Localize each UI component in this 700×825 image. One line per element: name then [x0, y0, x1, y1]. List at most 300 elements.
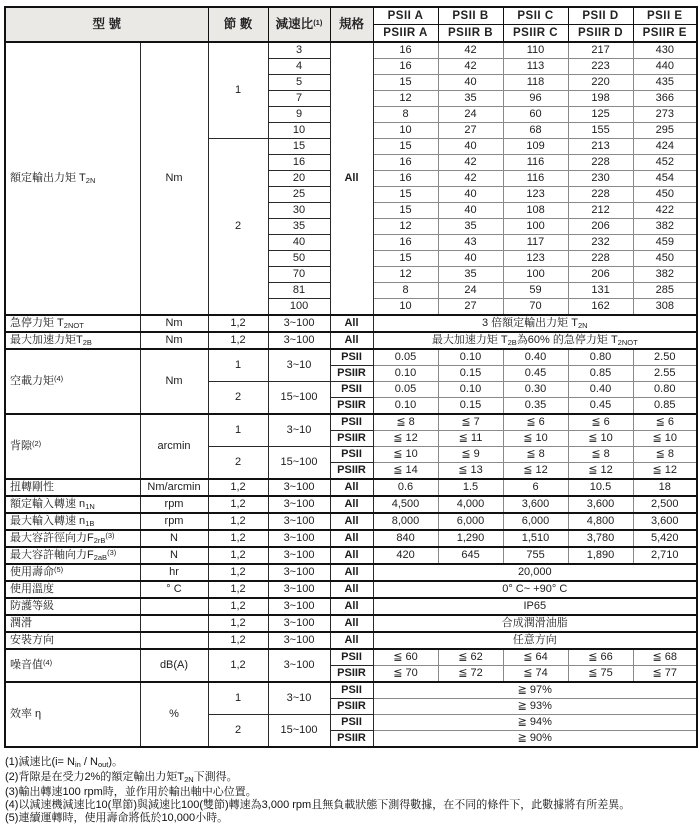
spec-table	[4, 6, 698, 748]
cell: 3~10	[268, 349, 330, 382]
cell: 3~100	[268, 496, 330, 513]
header-model: 型 號	[5, 7, 208, 42]
cell: 40	[438, 203, 503, 219]
cell: 2.50	[633, 349, 697, 366]
cell: PSIIR	[330, 666, 373, 683]
cell: 0.35	[503, 398, 568, 415]
cell: 459	[633, 235, 697, 251]
cell: 1,2	[208, 564, 268, 581]
cell: ≦ 10	[373, 447, 438, 463]
cell: ≦ 8	[373, 414, 438, 431]
table-row	[5, 315, 697, 332]
cell: 0.15	[438, 366, 503, 382]
cell: All	[330, 615, 373, 632]
table-row	[5, 564, 697, 581]
cell: 12	[373, 219, 438, 235]
cell: 840	[373, 530, 438, 547]
cell: ≦ 8	[633, 447, 697, 463]
cell: 59	[503, 283, 568, 299]
cell: 3~100	[268, 649, 330, 682]
cell: 68	[503, 123, 568, 139]
cell: 0.85	[633, 398, 697, 415]
cell: ≦ 8	[568, 447, 633, 463]
footnote-2: (2)背隙是在受力2%的額定輸出力矩$T_{2N}$下測得。	[5, 771, 238, 784]
label-backlash: 背隙$^{(2)}$	[5, 414, 140, 479]
cell: 30	[268, 203, 330, 219]
cell: 最大加速力矩 $T_{2B}$為60% 的急停力矩 $T_{2NOT}$	[373, 332, 697, 349]
cell: 422	[633, 203, 697, 219]
cell: 15	[373, 203, 438, 219]
cell: 220	[568, 75, 633, 91]
cell: ≦ 70	[373, 666, 438, 683]
cell: 3,600	[633, 513, 697, 530]
cell: 1,2	[208, 649, 268, 682]
cell: 16	[373, 235, 438, 251]
cell: 3~100	[268, 632, 330, 649]
label-noise-level: 噪音值$^{(4)}$	[5, 649, 140, 682]
cell: 42	[438, 171, 503, 187]
header-psiir-c: PSIIR C	[503, 25, 568, 43]
cell: 308	[633, 299, 697, 316]
cell: 382	[633, 219, 697, 235]
cell: ≧ 90%	[373, 731, 697, 748]
cell: 3~100	[268, 479, 330, 496]
cell: 0.6	[373, 479, 438, 496]
cell: ≦ 13	[438, 463, 503, 480]
cell: ≦ 74	[503, 666, 568, 683]
cell: ≦ 75	[568, 666, 633, 683]
cell: 450	[633, 251, 697, 267]
cell: 285	[633, 283, 697, 299]
label-lubrication: 潤滑	[5, 615, 140, 632]
cell: 40	[438, 187, 503, 203]
label-max-input-speed: 最大輸入轉速 $n_{1B}$	[5, 513, 140, 530]
table-row	[5, 349, 697, 366]
cell: Nm/arcmin	[140, 479, 208, 496]
cell: 10	[268, 123, 330, 139]
cell: 3,600	[503, 496, 568, 513]
cell: 113	[503, 59, 568, 75]
table-row	[5, 332, 697, 349]
cell: 70	[268, 267, 330, 283]
cell: 1	[208, 682, 268, 715]
cell: ≦ 62	[438, 649, 503, 666]
header-psiir-b: PSIIR B	[438, 25, 503, 43]
cell	[140, 615, 208, 632]
cell: 27	[438, 299, 503, 316]
cell: 15~100	[268, 447, 330, 480]
label-rated-output-torque: 額定輸出力矩 $T_{2N}$	[5, 42, 140, 315]
cell: 212	[568, 203, 633, 219]
cell: All	[330, 564, 373, 581]
cell: ≦ 8	[503, 447, 568, 463]
table-row	[5, 547, 697, 564]
cell: 228	[568, 251, 633, 267]
cell: 440	[633, 59, 697, 75]
cell: 1,510	[503, 530, 568, 547]
cell: 100	[503, 219, 568, 235]
cell: 16	[373, 171, 438, 187]
cell: 131	[568, 283, 633, 299]
cell: 35	[438, 219, 503, 235]
cell	[140, 632, 208, 649]
label-protection-class: 防護等級	[5, 598, 140, 615]
footnote-5: (5)連續運轉時，使用壽命將低於10,000小時。	[5, 812, 229, 824]
label-rated-input-speed: 額定輸入轉速 $n_{1N}$	[5, 496, 140, 513]
cell: 任意方向	[373, 632, 697, 649]
cell: 1,2	[208, 332, 268, 349]
cell: ≦ 6	[503, 414, 568, 431]
cell: hr	[140, 564, 208, 581]
cell: 4,500	[373, 496, 438, 513]
table-row	[5, 479, 697, 496]
cell: %	[140, 682, 208, 747]
cell: 454	[633, 171, 697, 187]
cell: 7	[268, 91, 330, 107]
cell: 435	[633, 75, 697, 91]
cell: PSII	[330, 649, 373, 666]
cell: N	[140, 530, 208, 547]
cell: ≦ 10	[503, 431, 568, 447]
table-row	[5, 513, 697, 530]
cell: 430	[633, 42, 697, 59]
cell: PSIIR	[330, 398, 373, 415]
cell: 合成潤滑油脂	[373, 615, 697, 632]
cell: 232	[568, 235, 633, 251]
cell: 108	[503, 203, 568, 219]
cell: 3~100	[268, 547, 330, 564]
cell: 0.05	[373, 349, 438, 366]
cell: 3~100	[268, 581, 330, 598]
cell: 27	[438, 123, 503, 139]
cell: All	[330, 332, 373, 349]
cell	[140, 598, 208, 615]
cell: 40	[438, 139, 503, 155]
cell: 3,600	[568, 496, 633, 513]
cell: 273	[633, 107, 697, 123]
cell: 60	[503, 107, 568, 123]
cell: 16	[373, 42, 438, 59]
label-torsional-rigidity: 扭轉剛性	[5, 479, 140, 496]
cell: 12	[373, 267, 438, 283]
cell: 70	[503, 299, 568, 316]
cell: 1	[208, 42, 268, 139]
cell: PSII	[330, 715, 373, 731]
table-row	[5, 682, 697, 699]
cell: ≦ 77	[633, 666, 697, 683]
cell: 0.85	[568, 366, 633, 382]
cell: 35	[438, 267, 503, 283]
cell: All	[330, 315, 373, 332]
cell: 15~100	[268, 382, 330, 415]
cell: 25	[268, 187, 330, 203]
cell: ≦ 68	[633, 649, 697, 666]
label-operating-temperature: 使用溫度	[5, 581, 140, 598]
cell: ≦ 66	[568, 649, 633, 666]
cell: 2.55	[633, 366, 697, 382]
cell: 116	[503, 171, 568, 187]
header-ratio: 減速比$^{(1)}$	[268, 7, 330, 42]
table-row	[5, 530, 697, 547]
cell: 3~100	[268, 513, 330, 530]
cell: 81	[268, 283, 330, 299]
cell: 3~100	[268, 598, 330, 615]
cell: 3~100	[268, 615, 330, 632]
cell: 1,2	[208, 547, 268, 564]
cell: 100	[268, 299, 330, 316]
table-row	[5, 615, 697, 632]
cell: 2	[208, 382, 268, 415]
cell: 230	[568, 171, 633, 187]
cell: 1,2	[208, 615, 268, 632]
cell: 162	[568, 299, 633, 316]
cell: ≦ 7	[438, 414, 503, 431]
header-row	[5, 7, 697, 25]
cell: 0.80	[633, 382, 697, 398]
header-psii-a: PSII A	[373, 7, 438, 25]
cell: 15	[373, 187, 438, 203]
cell: Nm	[140, 315, 208, 332]
cell: All	[330, 547, 373, 564]
cell: 295	[633, 123, 697, 139]
cell: 0.45	[568, 398, 633, 415]
cell: 3,780	[568, 530, 633, 547]
cell: 1,2	[208, 315, 268, 332]
cell: 6,000	[503, 513, 568, 530]
cell: ≦ 14	[373, 463, 438, 480]
header-psii-b: PSII B	[438, 7, 503, 25]
label-mounting-direction: 安裝方向	[5, 632, 140, 649]
cell: 0.15	[438, 398, 503, 415]
footnote-3: (3)輸出轉速100 rpm時，並作用於輸出軸中心位置。	[5, 786, 257, 798]
cell: 1,2	[208, 632, 268, 649]
cell: 206	[568, 219, 633, 235]
header-spec: 規格	[330, 7, 373, 42]
cell: Nm	[140, 42, 208, 315]
cell: 420	[373, 547, 438, 564]
cell: 1.5	[438, 479, 503, 496]
cell: ≧ 93%	[373, 699, 697, 715]
cell: 366	[633, 91, 697, 107]
cell: 24	[438, 283, 503, 299]
cell: PSII	[330, 447, 373, 463]
cell: 3~100	[268, 332, 330, 349]
table-row	[5, 42, 697, 59]
label-no-load-torque: 空載力矩$^{(4)}$	[5, 349, 140, 414]
cell: ≦ 10	[568, 431, 633, 447]
cell: PSIIR	[330, 366, 373, 382]
cell: Nm	[140, 332, 208, 349]
cell: 198	[568, 91, 633, 107]
cell: arcmin	[140, 414, 208, 479]
cell: 40	[438, 251, 503, 267]
cell: 3~100	[268, 564, 330, 581]
cell: 3~10	[268, 414, 330, 447]
cell: 5	[268, 75, 330, 91]
cell: 0.80	[568, 349, 633, 366]
cell: 15~100	[268, 715, 330, 748]
cell: rpm	[140, 496, 208, 513]
cell: ≦ 12	[373, 431, 438, 447]
cell: 3~100	[268, 315, 330, 332]
cell: PSIIR	[330, 431, 373, 447]
table-row	[5, 414, 697, 431]
cell: ≦ 64	[503, 649, 568, 666]
cell: 452	[633, 155, 697, 171]
label-max-acceleration-torque: 最大加速力矩$T_{2B}$	[5, 332, 140, 349]
cell: 42	[438, 155, 503, 171]
cell: 1	[208, 349, 268, 382]
cell: ≦ 12	[568, 463, 633, 480]
cell: 123	[503, 187, 568, 203]
cell: 0.30	[503, 382, 568, 398]
label-max-axial-force: 最大容許軸向力$F_{2aB}^{(3)}$	[5, 547, 140, 564]
cell: 382	[633, 267, 697, 283]
cell: 118	[503, 75, 568, 91]
cell: 0.10	[373, 366, 438, 382]
cell: 16	[268, 155, 330, 171]
cell: ≦ 72	[438, 666, 503, 683]
cell: ≧ 94%	[373, 715, 697, 731]
cell: rpm	[140, 513, 208, 530]
cell: 1,2	[208, 496, 268, 513]
cell: 1,2	[208, 513, 268, 530]
cell: 155	[568, 123, 633, 139]
cell: PSIIR	[330, 731, 373, 748]
cell: 116	[503, 155, 568, 171]
cell: 0° C~ +90° C	[373, 581, 697, 598]
cell: 217	[568, 42, 633, 59]
cell: 123	[503, 251, 568, 267]
cell: 2	[208, 447, 268, 480]
cell: 3 倍額定輸出力矩 $T_{2N}$	[373, 315, 697, 332]
cell: 8	[373, 283, 438, 299]
header-psii-c: PSII C	[503, 7, 568, 25]
cell: 3~10	[268, 682, 330, 715]
cell: All	[330, 479, 373, 496]
cell: 6	[503, 479, 568, 496]
cell: dB(A)	[140, 649, 208, 682]
header-psii-d: PSII D	[568, 7, 633, 25]
cell: 117	[503, 235, 568, 251]
label-emergency-stop-torque: 急停力矩 $T_{2NOT}$	[5, 315, 140, 332]
cell: 6,000	[438, 513, 503, 530]
cell: 15	[373, 75, 438, 91]
spec-table-body	[5, 7, 697, 747]
cell: 755	[503, 547, 568, 564]
cell: 20,000	[373, 564, 697, 581]
cell: 228	[568, 155, 633, 171]
cell: 1,890	[568, 547, 633, 564]
cell: 15	[268, 139, 330, 155]
cell: 0.40	[503, 349, 568, 366]
cell: 20	[268, 171, 330, 187]
table-row	[5, 632, 697, 649]
footnote-4: (4)以減速機減速比10(單節)與減速比100(雙節)轉速為3,000 rpm且無負載狀態下測得數據，在不同的條件下，此數據將有所差異。	[5, 799, 631, 811]
cell: All	[330, 496, 373, 513]
cell: 42	[438, 42, 503, 59]
cell: 228	[568, 187, 633, 203]
cell: 35	[268, 219, 330, 235]
cell: 2	[208, 139, 268, 316]
cell: 8	[373, 107, 438, 123]
cell: All	[330, 530, 373, 547]
spec-sheet-page	[0, 6, 700, 824]
cell: 125	[568, 107, 633, 123]
cell: PSIIR	[330, 699, 373, 715]
header-stages: 節 數	[208, 7, 268, 42]
header-psii-e: PSII E	[633, 7, 697, 25]
cell: 5,420	[633, 530, 697, 547]
cell: 16	[373, 59, 438, 75]
cell: 1,2	[208, 479, 268, 496]
cell: All	[330, 598, 373, 615]
cell: 0.10	[373, 398, 438, 415]
header-psiir-d: PSIIR D	[568, 25, 633, 43]
cell: 1,2	[208, 581, 268, 598]
cell: 100	[503, 267, 568, 283]
cell: 109	[503, 139, 568, 155]
cell: PSII	[330, 414, 373, 431]
cell: ≦ 60	[373, 649, 438, 666]
cell: 3	[268, 42, 330, 59]
table-row	[5, 581, 697, 598]
cell: 10	[373, 123, 438, 139]
cell: IP65	[373, 598, 697, 615]
cell: 110	[503, 42, 568, 59]
label-max-radial-force: 最大容許徑向力$F_{2rB}^{(3)}$	[5, 530, 140, 547]
header-psiir-e: PSIIR E	[633, 25, 697, 43]
cell: 213	[568, 139, 633, 155]
cell: 2,710	[633, 547, 697, 564]
cell: 15	[373, 251, 438, 267]
cell: ≦ 9	[438, 447, 503, 463]
cell: 35	[438, 91, 503, 107]
cell: 223	[568, 59, 633, 75]
cell: All	[330, 632, 373, 649]
cell: PSIIR	[330, 463, 373, 480]
cell: 1	[208, 414, 268, 447]
cell: 1,2	[208, 598, 268, 615]
cell: 2,500	[633, 496, 697, 513]
cell: 43	[438, 235, 503, 251]
cell: 4,800	[568, 513, 633, 530]
cell: ≧ 97%	[373, 682, 697, 699]
cell: 0.05	[373, 382, 438, 398]
cell: 2	[208, 715, 268, 748]
cell: 42	[438, 59, 503, 75]
cell: N	[140, 547, 208, 564]
cell: 1,290	[438, 530, 503, 547]
cell: 0.45	[503, 366, 568, 382]
header-psiir-a: PSIIR A	[373, 25, 438, 43]
cell: PSII	[330, 682, 373, 699]
table-row	[5, 598, 697, 615]
cell: 9	[268, 107, 330, 123]
cell: 24	[438, 107, 503, 123]
cell: 0.40	[568, 382, 633, 398]
cell: 1,2	[208, 530, 268, 547]
cell: 15	[373, 139, 438, 155]
cell: 8,000	[373, 513, 438, 530]
cell: 96	[503, 91, 568, 107]
cell: ≦ 6	[568, 414, 633, 431]
label-service-life: 使用壽命$^{(5)}$	[5, 564, 140, 581]
cell: 50	[268, 251, 330, 267]
cell: 10.5	[568, 479, 633, 496]
cell: 0.10	[438, 382, 503, 398]
table-row	[5, 649, 697, 666]
